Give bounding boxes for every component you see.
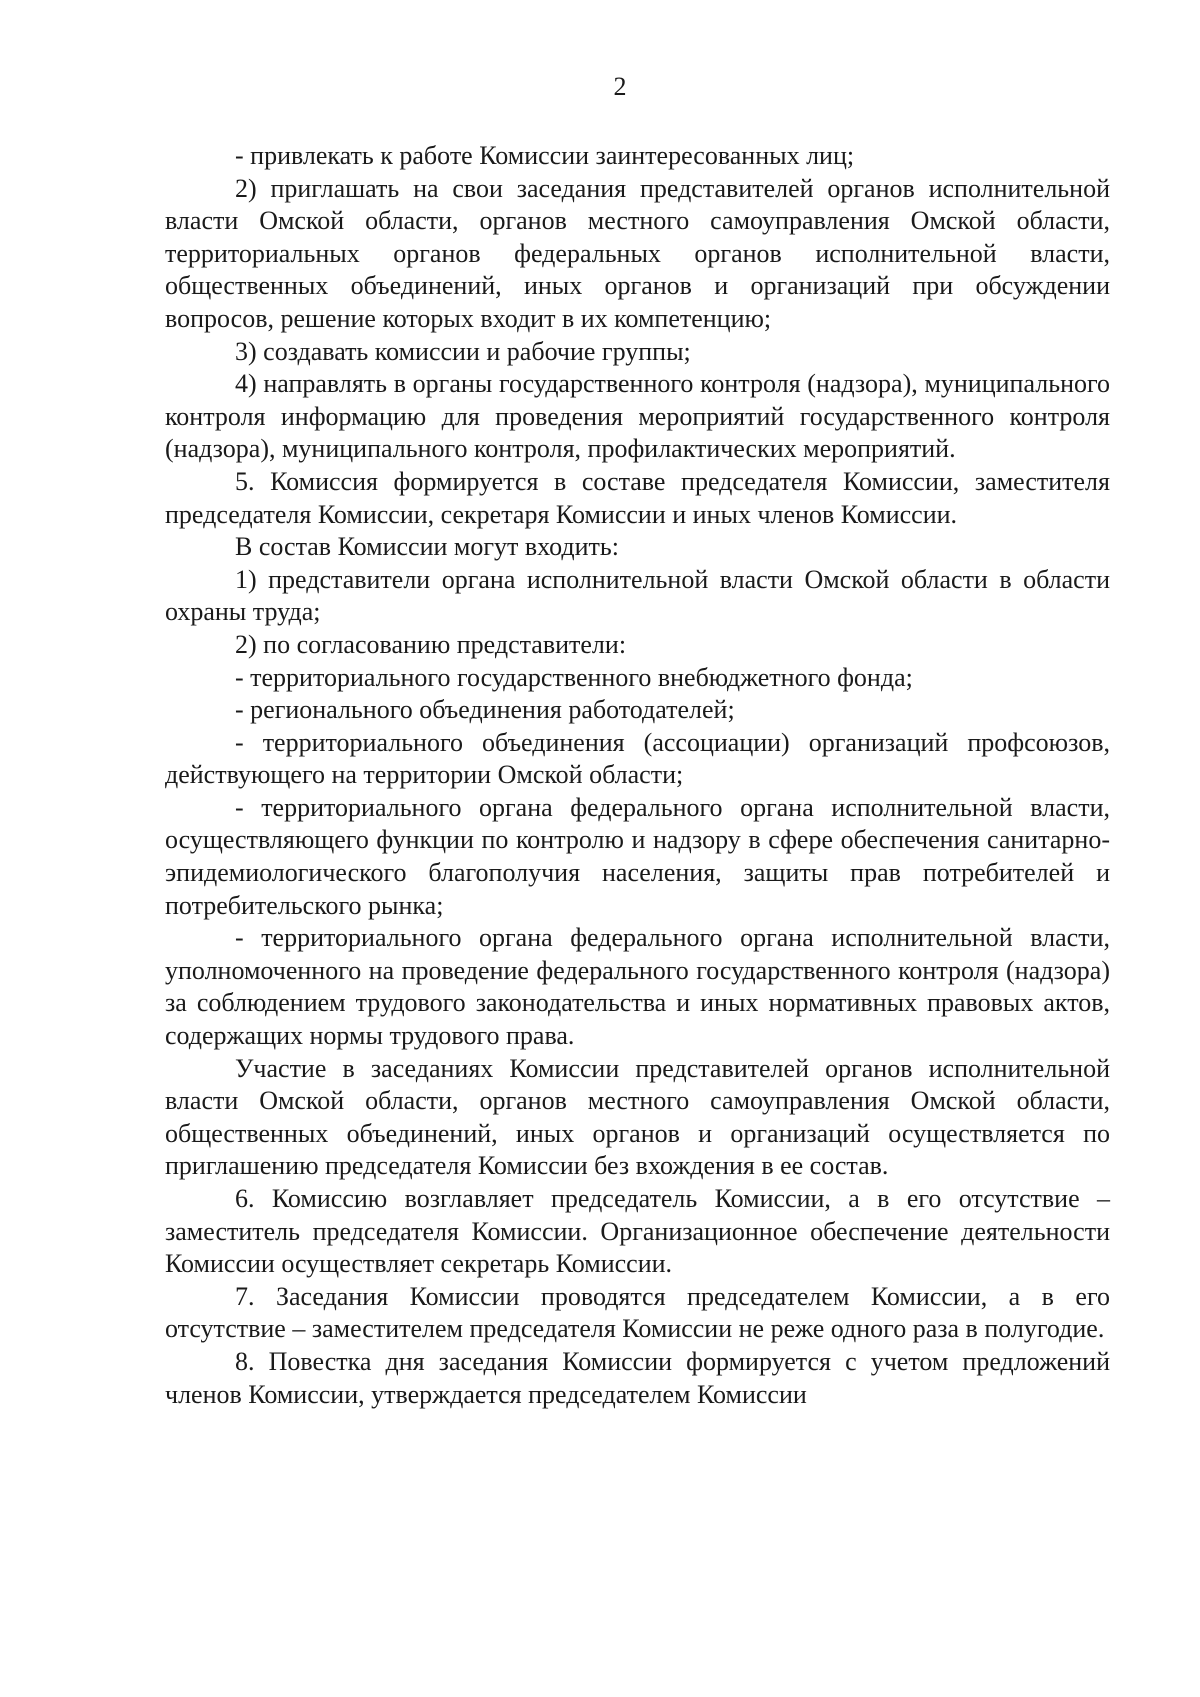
page-number: 2 <box>613 72 627 101</box>
paragraph-agenda: 8. Повестка дня заседания Комиссии формируется с учетом предложений членов Комиссии, утверждается председателем Комиссии <box>165 1346 1110 1409</box>
paragraph-commission-composition: 5. Комиссия формируется в составе председателя Комиссии, заместителя председателя Комиссии, секретаря Комиссии и иных членов Комиссии. <box>165 466 1110 529</box>
paragraph-meetings: 7. Заседания Комиссии проводятся председателем Комиссии, а в его отсутствие – заместителем председателя Комиссии не реже одного раза в полугодие. <box>165 1281 1110 1344</box>
list-item-fund: - территориального государственного внебюджетного фонда; <box>235 662 913 692</box>
list-item-labour-authority: - территориального органа федерального органа исполнительной власти, уполномоченного на проведение федерального государственного контроля (надзора) за соблюдением трудового законодательства и иных нормативных правовых актов, содержащих нормы трудового права. <box>165 923 1110 1051</box>
paragraph-members-intro: В состав Комиссии могут входить: <box>235 532 619 562</box>
paragraph-participation: Участие в заседаниях Комиссии представителей органов исполнительной власти Омской области, органов местного самоуправления Омской области, общественных объединений, иных органов и организаций осуществляется по приглашению председателя Комиссии без вхождения в ее состав. <box>165 1053 1110 1181</box>
paragraph-invite-representatives: 2) приглашать на свои заседания представителей органов исполнительной власти Омской области, органов местного самоуправления Омской области, территориальных органов федеральных органов исполнительной власти, общественных объединений, иных органов и организаций при обсуждении вопросов, решение которых входит в их компетенцию; <box>165 173 1110 333</box>
paragraph-members-authority: 1) представители органа исполнительной власти Омской области в области охраны труда; <box>165 564 1110 627</box>
paragraph-members-agreement: 2) по согласованию представители: <box>235 629 627 659</box>
paragraph-invite-persons: - привлекать к работе Комиссии заинтересованных лиц; <box>235 141 855 170</box>
list-item-employers: - регионального объединения работодателей; <box>235 695 735 725</box>
list-item-sanitary-authority: - территориального органа федерального органа исполнительной власти, осуществляющего функции по контролю и надзору в сфере обеспечения санитарно-эпидемиологического благополучия населения, защиты прав потребителей и потребительского рынка; <box>165 792 1110 920</box>
list-item-unions: - территориального объединения (ассоциации) организаций профсоюзов, действующего на территории Омской области; <box>165 727 1110 790</box>
document-body <box>165 140 1110 1411</box>
paragraph-chairman: 6. Комиссию возглавляет председатель Комиссии, а в его отсутствие – заместитель председателя Комиссии. Организационное обеспечение деятельности Комиссии осуществляет секретарь Комиссии. <box>165 1184 1110 1279</box>
paragraph-create-groups: 3) создавать комиссии и рабочие группы; <box>235 336 691 366</box>
paragraph-send-information: 4) направлять в органы государственного контроля (надзора), муниципального контроля информацию для проведения мероприятий государственного контроля (надзора), муниципального контроля, профилактических мероприятий. <box>165 369 1110 464</box>
